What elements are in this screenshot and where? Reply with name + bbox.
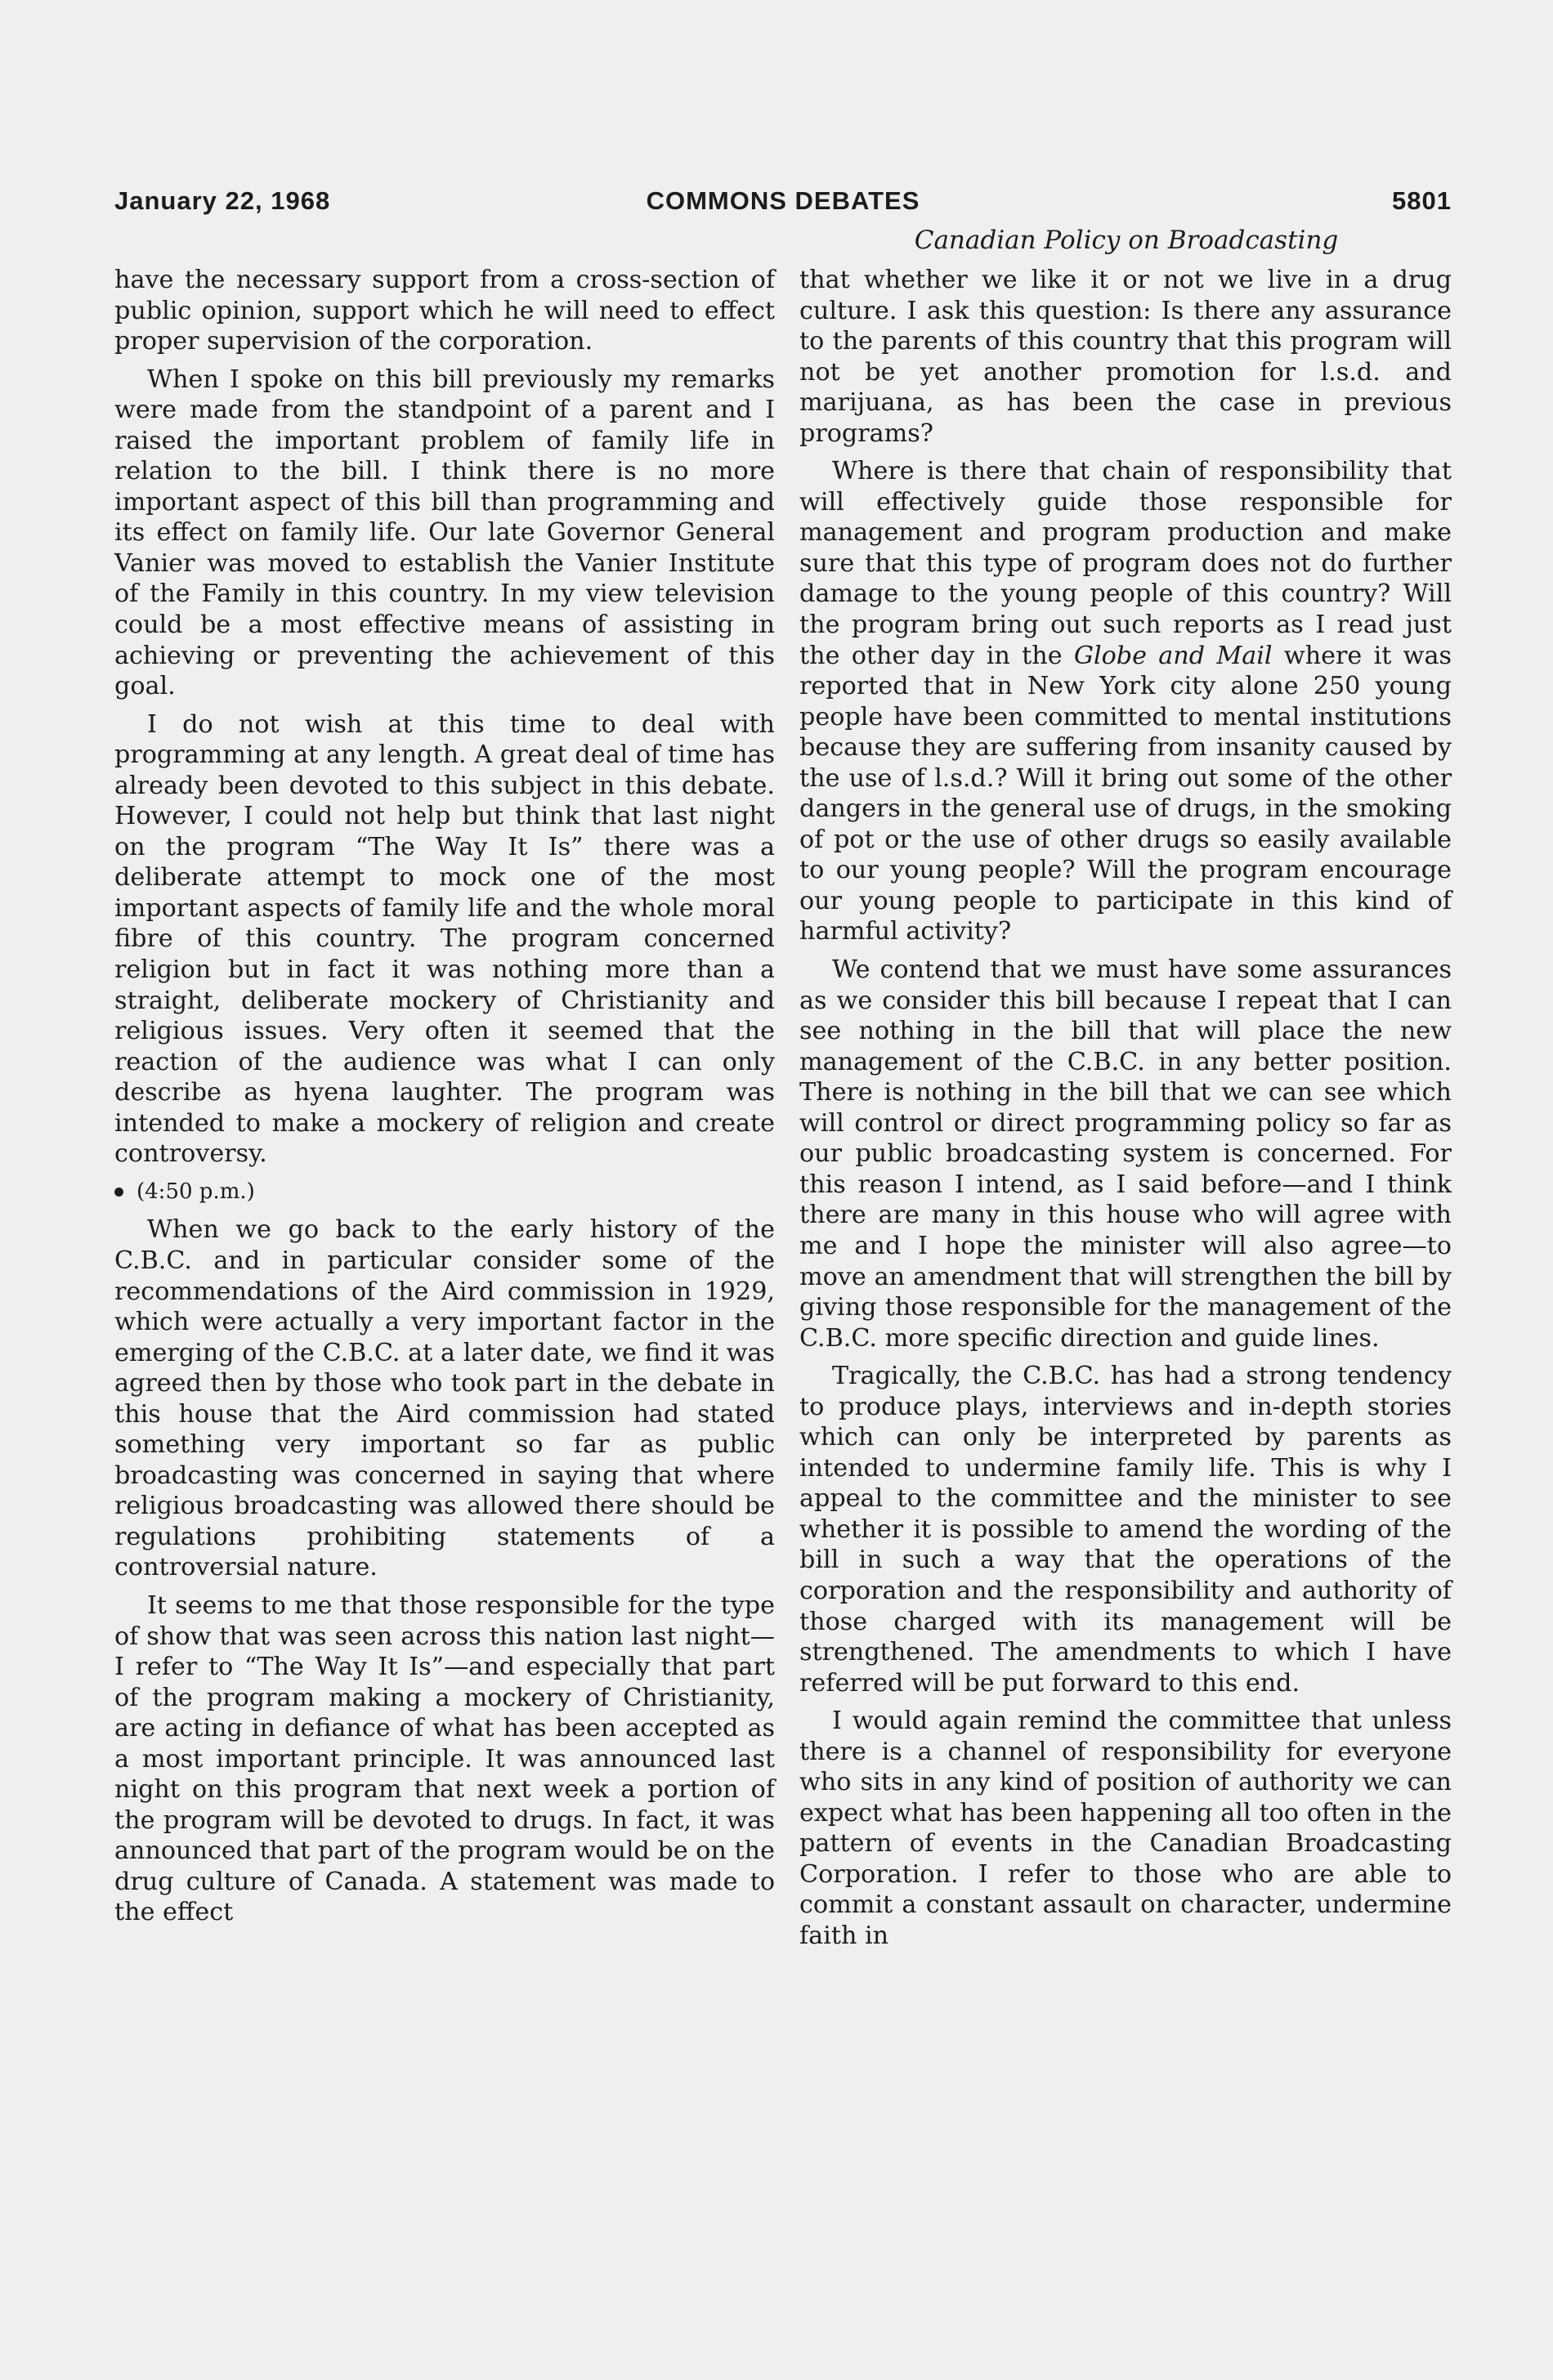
header-title: COMMONS DEBATES xyxy=(646,186,920,215)
time-marker xyxy=(114,1177,775,1208)
right-column xyxy=(799,265,1452,1952)
time-marker-text: (4:50 p.m.) xyxy=(137,1179,255,1204)
section-subtitle: Canadian Policy on Broadcasting xyxy=(914,226,1339,255)
bullet-icon xyxy=(114,1188,123,1197)
page-number: 5801 xyxy=(1392,186,1452,215)
header-date: January 22, 1968 xyxy=(114,186,331,215)
paragraph xyxy=(799,456,1452,947)
paragraph: It seems to me that those responsible for the type of show that was seen across this nation last night—I refer to “The Way It Is”—and especially that part of the program making a mockery of Christianity, are acting in defiance of what has been accepted as a most important principle. It was announced last night on this program that next week a portion of the program will be devoted to drugs. In fact, it was announced that part of the program would be on the drug culture of Canada. A statement was made to the effect xyxy=(114,1590,775,1927)
paragraph: We contend that we must have some assurances as we consider this bill because I repeat that I can see nothing in the bill that will place the new management of the C.B.C. in any better position. There is nothing in the bill that we can see which will control or direct programming policy so far as our public broadcasting system is concerned. For this reason I intend, as I said before—and I think there are many in this house who will agree with me and I hope the minister will also agree—to move an amendment that will strengthen the bill by giving those responsible for the management of the C.B.C. more specific direction and guide lines. xyxy=(799,955,1452,1353)
paragraph: I would again remind the committee that unless there is a channel of responsibility for everyone who sits in any kind of position of authority we can expect what has been happening all too often in the pattern of events in the Canadian Broadcasting Corporation. I refer to those who are able to commit a constant assault on character, undermine faith in xyxy=(799,1707,1452,1950)
running-header xyxy=(114,186,1452,219)
left-column xyxy=(114,265,775,1928)
newspaper-name: Globe and Mail xyxy=(1073,641,1273,670)
paragraph: Tragically, the C.B.C. has had a strong tendency to produce plays, interviews and in-depth stories which can only be interpreted by parents as intended to undermine family life. This is why I appeal to the committee and the minister to see whether it is possible to amend the wording of the bill in such a way that the operations of the corporation and the responsibility and authority of those charged with its management will be strengthened. The amendments to which I have referred will be put forward to this end. xyxy=(799,1362,1452,1698)
paragraph-text: where it was reported that in New York city alone 250 young people have been committed to mental institutions because they are suffering from insanity caused by the use of l.s.d.? Will it bring out some of the other dangers in the general use of drugs, in the smoking of pot or the use of other drugs so easily available to our young people? Will the program encourage our young people to participate in this kind of harmful activity? xyxy=(799,641,1452,946)
paragraph: that whether we like it or not we live in a drug culture. I ask this question: Is there any assurance to the parents of this country that this program will not be yet another promotion for l.s.d. and marijuana, as has been the case in previous programs? xyxy=(799,266,1452,448)
paragraph: When we go back to the early history of the C.B.C. and in particular consider some of the recommendations of the Aird commission in 1929, which were actually a very important factor in the emerging of the C.B.C. at a later date, we find it was agreed then by those who took part in the debate in this house that the Aird commission had stated something very important so far as public broadcasting was concerned in saying that where religious broadcasting was allowed there should be regulations prohibiting statements of a controversial nature. xyxy=(114,1215,775,1582)
paragraph: I do not wish at this time to deal with programming at any length. A great deal of time has already been devoted to this subject in this debate. However, I could not help but think that last night on the program “The Way It Is” there was a deliberate attempt to mock one of the most important aspects of family life and the whole moral fibre of this country. The program concerned religion but in fact it was nothing more than a straight, deliberate mockery of Christianity and religious issues. Very often it seemed that the reaction of the audience was what I can only describe as hyena laughter. The program was intended to make a mockery of religion and create controversy. xyxy=(114,709,775,1169)
paragraph: have the necessary support from a cross-section of public opinion, support which he will need to effect proper supervision of the corporation. xyxy=(114,266,775,356)
paragraph-text: Where is there that chain of responsibility that will effectively guide those responsible for management and program production and make sure that this type of program does not do further damage to the young people of this country? Will the program bring out such reports as I read just the other day in the xyxy=(799,457,1452,670)
paragraph: When I spoke on this bill previously my remarks were made from the standpoint of a parent and I raised the important problem of family life in relation to the bill. I think there is no more important aspect of this bill than programming and its effect on family life. Our late Governor General Vanier was moved to establish the Vanier Institute of the Family in this country. In my view television could be a most effective means of assisting in achieving or preventing the achievement of this goal. xyxy=(114,365,775,701)
